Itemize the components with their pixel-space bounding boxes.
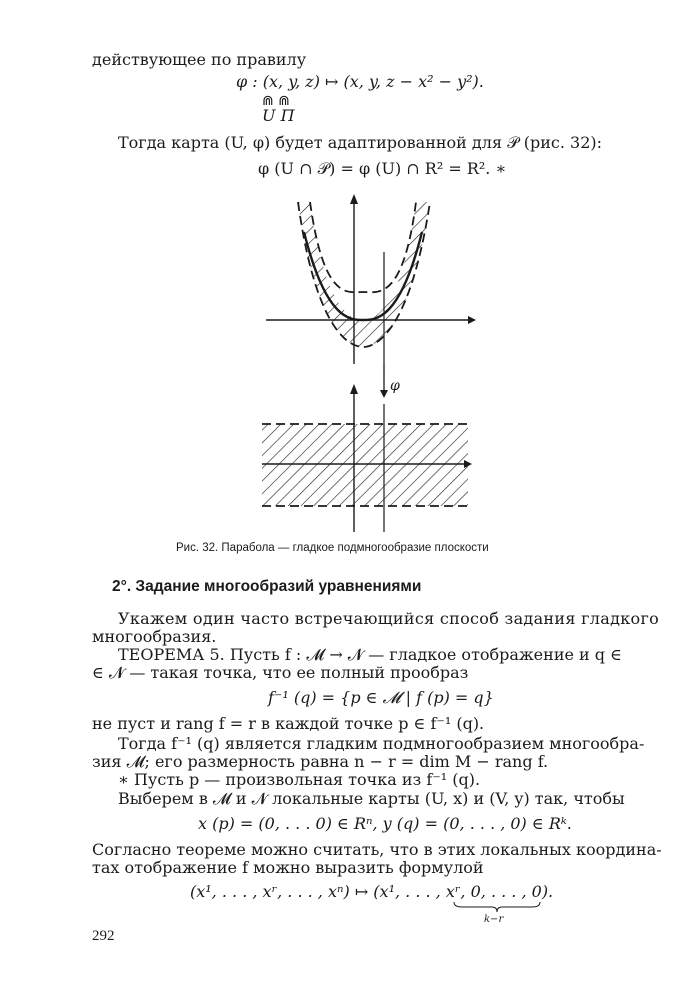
formula-charts: x (p) = (0, . . . 0) ∈ Rⁿ, y (q) = (0, . . . , 0) ∈ Rᵏ.	[198, 814, 572, 833]
formula-preimage: f⁻¹ (q) = {p ∈ 𝓜 | f (p) = q}	[268, 688, 494, 707]
theorem-line: не пуст и rang f = r в каждой точке p ∈ f⁻¹ (q).	[92, 714, 485, 733]
plane-band	[262, 424, 468, 506]
page-number: 292	[92, 928, 115, 944]
underbrace-label: k−r	[484, 914, 504, 925]
parabola-band	[298, 202, 430, 347]
section-heading: 2°. Задание многообразий уравнениями	[112, 578, 422, 595]
proof-line: тах отображение f можно выразить формулой	[92, 858, 484, 877]
figure-caption: Рис. 32. Парабола — гладкое подмногообразие плоскости	[176, 542, 489, 554]
proof-line: Согласно теореме можно считать, что в этих локальных координа-	[92, 840, 662, 859]
map-label: φ	[390, 378, 400, 394]
formula-phi: φ : (x, y, z) ↦ (x, y, z − x² − y²).	[236, 72, 484, 91]
formula-local-form: (x¹, . . . , xʳ, . . . , xⁿ) ↦ (x¹, . . . , xʳ, 0, . . . , 0).	[190, 882, 554, 901]
text-line: Тогда карта (U, φ) будет адаптированной для 𝒫 (рис. 32):	[118, 133, 603, 152]
theorem-line: зия 𝓜; его размерность равна n − r = dim M − rang f.	[92, 752, 549, 771]
text-line: Укажем один часто встречающийся способ задания гладкого	[118, 609, 660, 628]
proof-line: ∗ Пусть p — произвольная точка из f⁻¹ (q).	[118, 770, 481, 789]
formula-phi-subset: ⋒ ⋒	[262, 93, 290, 109]
map-arrow	[380, 390, 388, 398]
text-line: многообразия.	[92, 627, 217, 646]
formula-adapted-chart: φ (U ∩ 𝒫) = φ (U) ∩ R² = R². ∗	[258, 159, 507, 178]
figure-32	[258, 192, 478, 538]
theorem-line: ∈ 𝓝 — такая точка, что ее полный прообраз	[92, 663, 469, 682]
theorem-line: ТЕОРЕМА 5. Пусть f : 𝓜 → 𝓝 — гладкое отображение и q ∈	[118, 645, 622, 664]
theorem-line: Тогда f⁻¹ (q) является гладким подмногообразием многообра-	[118, 734, 645, 753]
proof-line: Выберем в 𝓜 и 𝓝 локальные карты (U, x) и (V, y) так, чтобы	[118, 789, 625, 808]
formula-phi-domain: U Π	[262, 106, 295, 125]
text-line: действующее по правилу	[92, 50, 307, 69]
